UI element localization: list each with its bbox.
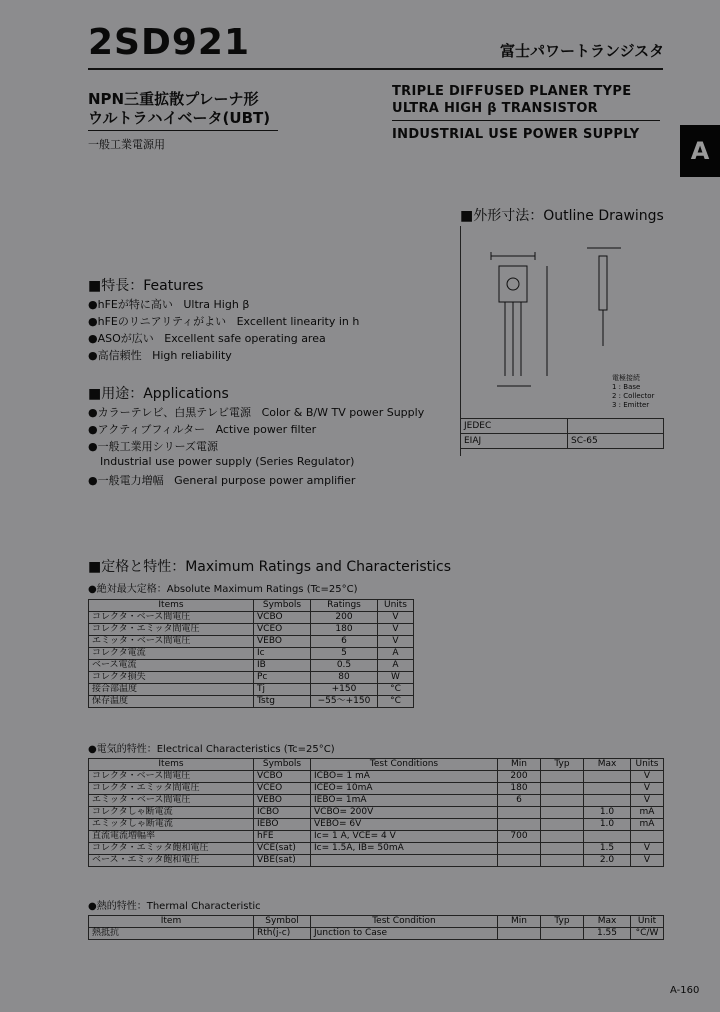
col-header: Min: [498, 916, 541, 928]
feature-item: ●hFEのリニアリティがよい Excellent linearity in h: [88, 315, 360, 328]
col-header: Test Condition: [311, 916, 498, 928]
table-row: 保存温度 Tstg −55〜+150 °C: [89, 696, 414, 708]
col-header: Test Conditions: [311, 759, 498, 771]
en-type-line3: INDUSTRIAL USE POWER SUPPLY: [392, 127, 640, 142]
table-row: コレクタ・ベース間電圧 VCBO ICBO= 1 mA 200 V: [89, 771, 664, 783]
col-header: Typ: [541, 759, 584, 771]
table-row: コレクタ・エミッタ間電圧 VCEO ICEO= 10mA 180 V: [89, 783, 664, 795]
table-row: コレクタ損失 Pc 80 W: [89, 672, 414, 684]
section-tab: A: [680, 125, 720, 177]
jp-type-line1: NPN三重拡散プレーナ形: [88, 90, 259, 108]
application-item: ●一般電力増幅 General purpose power amplifier: [88, 474, 356, 487]
page-number: A-160: [670, 985, 700, 996]
table-row: コレクタ・エミッタ飽和電圧 VCE(sat) Ic= 1.5A, IB= 50mA 1.5 V: [89, 843, 664, 855]
table-row: コレクタ・ベース間電圧 VCBO 200 V: [89, 612, 414, 624]
applications-title: ■用途：Applications: [88, 386, 229, 402]
jp-type-line2: ウルトラハイベータ(UBT): [88, 109, 271, 127]
eiaj-label: EIAJ: [461, 434, 568, 449]
col-header: Symbols: [254, 600, 311, 612]
col-header: Max: [584, 916, 631, 928]
en-type-line2: ULTRA HIGH β TRANSISTOR: [392, 101, 598, 116]
outline-title: ■外形寸法：Outline Drawings: [460, 208, 664, 224]
feature-item: ●hFEが特に高い Ultra High β: [88, 298, 250, 311]
col-header: Items: [89, 600, 254, 612]
maker-name: 富士パワートランジスタ: [500, 42, 665, 60]
thermal-table: [88, 915, 664, 940]
table-row: エミッタ・ベース間電圧 VEBO 6 V: [89, 636, 414, 648]
col-header: Item: [89, 916, 254, 928]
col-header: Ratings: [311, 600, 378, 612]
table-row: エミッタしゃ断電流 IEBO VEBO= 6V 1.0 mA: [89, 819, 664, 831]
table-row: ベース電流 IB 0.5 A: [89, 660, 414, 672]
header-rule: [88, 68, 663, 70]
pin-legend-title: 電極接続: [612, 374, 640, 382]
application-item: ●アクティブフィルター Active power filter: [88, 423, 317, 436]
col-header: Max: [584, 759, 631, 771]
col-header: Units: [378, 600, 414, 612]
table-row: 熱抵抗 Rth(j-c) Junction to Case 1.55 °C/W: [89, 928, 664, 940]
col-header: Typ: [541, 916, 584, 928]
feature-item: ●ASOが広い Excellent safe operating area: [88, 332, 326, 345]
ratings-title: ■定格と特性：Maximum Ratings and Characteristics: [88, 559, 452, 575]
pin-legend-collector: 2 : Collector: [612, 392, 655, 400]
eiaj-value: SC-65: [568, 434, 664, 449]
abs-max-title: ●絶対最大定格：Absolute Maximum Ratings (Tc=25°C): [88, 584, 358, 595]
jedec-label: JEDEC: [461, 419, 568, 434]
package-code-table: [460, 418, 664, 449]
features-title: ■特長：Features: [88, 278, 204, 294]
col-header: Unit: [631, 916, 664, 928]
col-header: Symbols: [254, 759, 311, 771]
table-row: ベース・エミッタ飽和電圧 VBE(sat) 2.0 V: [89, 855, 664, 867]
jp-application: 一般工業電源用: [88, 138, 165, 151]
col-header: Items: [89, 759, 254, 771]
col-header: Units: [631, 759, 664, 771]
electrical-title: ●電気的特性：Electrical Characteristics (Tc=25°C): [88, 744, 335, 755]
jp-title-rule: [88, 130, 278, 131]
table-row: コレクタ電流 Ic 5 A: [89, 648, 414, 660]
table-row: コレクタ・エミッタ間電圧 VCEO 180 V: [89, 624, 414, 636]
col-header: Min: [498, 759, 541, 771]
en-title-rule: [392, 120, 660, 121]
pin-legend-emitter: 3 : Emitter: [612, 401, 650, 409]
part-number: 2SD921: [88, 22, 251, 63]
jedec-value: [568, 419, 664, 434]
application-item: Industrial use power supply (Series Regulator): [100, 455, 355, 468]
pin-legend-base: 1 : Base: [612, 383, 641, 391]
pin-legend: [612, 374, 654, 410]
electrical-table: [88, 758, 664, 867]
table-row: エミッタ・ベース間電圧 VEBO IEBO= 1mA 6 V: [89, 795, 664, 807]
abs-max-table: [88, 599, 414, 708]
application-item: ●一般工業用シリーズ電源: [88, 440, 219, 453]
thermal-title: ●熱的特性：Thermal Characteristic: [88, 901, 261, 912]
table-row: 接合部温度 Tj +150 °C: [89, 684, 414, 696]
en-type-line1: TRIPLE DIFFUSED PLANER TYPE: [392, 84, 632, 99]
table-row: コレクタしゃ断電流 ICBO VCBO= 200V 1.0 mA: [89, 807, 664, 819]
col-header: Symbol: [254, 916, 311, 928]
table-row: 直流電流増幅率 hFE Ic= 1 A, VCE= 4 V 700: [89, 831, 664, 843]
feature-item: ●高信頼性 High reliability: [88, 349, 232, 362]
application-item: ●カラーテレビ、白黒テレビ電源 Color & B/W TV power Supply: [88, 406, 425, 419]
